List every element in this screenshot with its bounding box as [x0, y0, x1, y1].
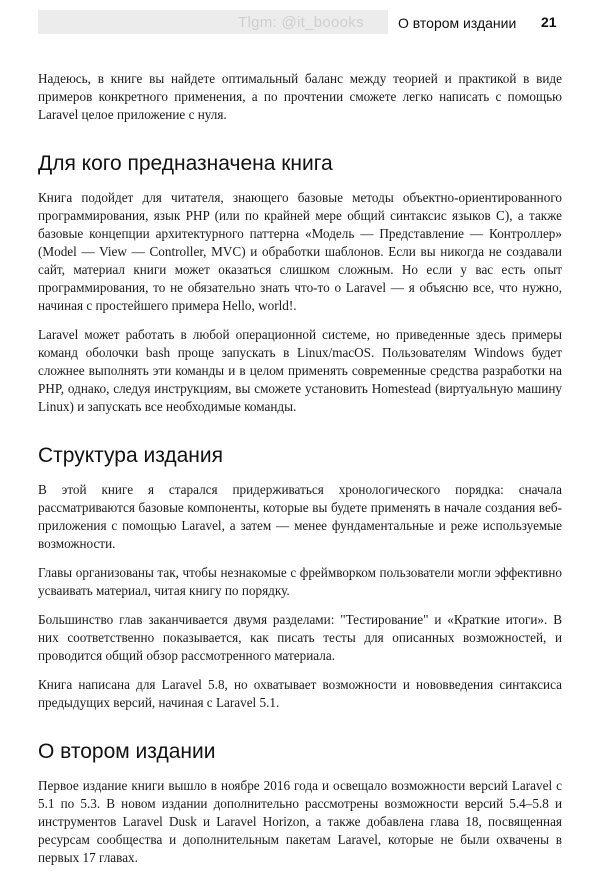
heading-audience: Для кого предназначена книга: [38, 152, 333, 175]
structure-paragraph-1: В этой книге я старался придерживаться хронологического порядка: сначала рассматриваются базовые компоненты, которые вы будете применять в начале создания веб-приложения с помощью Laravel, а затем — менее фундаментальные и реже используемые возможности.: [38, 482, 562, 551]
page-body: [38, 70, 562, 878]
structure-paragraph-4: Книга написана для Laravel 5.8, но охватывает возможности и нововведения синтаксиса предыдущих версий, начиная с Laravel 5.1.: [38, 677, 562, 710]
running-section-title: О втором издании: [398, 15, 517, 31]
audience-paragraph-1: Книга подойдет для читателя, знающего базовые методы объектно-ориентированного программирования, язык PHP (или по крайней мере общий синтаксис языков С), а также базовые концепции архитектурного паттерна «Модель — Представление — Контроллер» (Model — View — Controller, MVC) и обработки шаблонов. Если вы никогда не создавали сайт, материал книги может оказаться слишком сложным. Но если у вас есть опыт программирования, то не обязательно знать что-то о Laravel — я объясню все, что нужно, начиная с простейшего примера Hello, world!.: [38, 190, 562, 313]
heading-structure: Структура издания: [38, 444, 223, 467]
watermark-text: Tlgm: @it_boooks: [238, 14, 364, 31]
running-header: [0, 0, 600, 38]
page-number: 21: [541, 14, 557, 30]
second-edition-paragraph: Первое издание книги вышло в ноябре 2016 года и освещало возможности версий Laravel с 5.1 по 5.3. В новом издании дополнительно рассмотрены возможности версий 5.4–5.8 и инструментов Laravel Dusk и Laravel Horizon, а также добавлена глава 18, посвященная ресурсам сообщества и дополнительным пакетам Laravel, которые не были охвачены в первых 17 главах.: [38, 778, 562, 865]
audience-paragraph-2: Laravel может работать в любой операционной системе, но приведенные здесь примеры команд оболочки bash проще запускать в Linux/macOS. Пользователям Windows будет сложнее выполнять эти команды и в целом применять современные средства разработки на PHP, однако, следуя инструкциям, вы сможете установить Homestead (виртуальную машину Linux) и запускать все необходимые команды.: [38, 327, 562, 414]
structure-paragraph-2: Главы организованы так, чтобы незнакомые с фреймворком пользователи могли эффективно усваивать материал, читая книгу по порядку.: [38, 565, 562, 598]
intro-paragraph: Надеюсь, в книге вы найдете оптимальный баланс между теорией и практикой в виде примеров конкретного применения, а по прочтении сможете легко написать с помощью Laravel целое приложение с нуля.: [38, 71, 562, 122]
heading-second-edition: О втором издании: [38, 740, 216, 763]
structure-paragraph-3: Большинство глав заканчивается двумя разделами: "Тестирование" и «Краткие итоги». В них соответственно показывается, как писать тесты для описанных возможностей, и проводится общий обзор рассмотренного материала.: [38, 612, 562, 663]
